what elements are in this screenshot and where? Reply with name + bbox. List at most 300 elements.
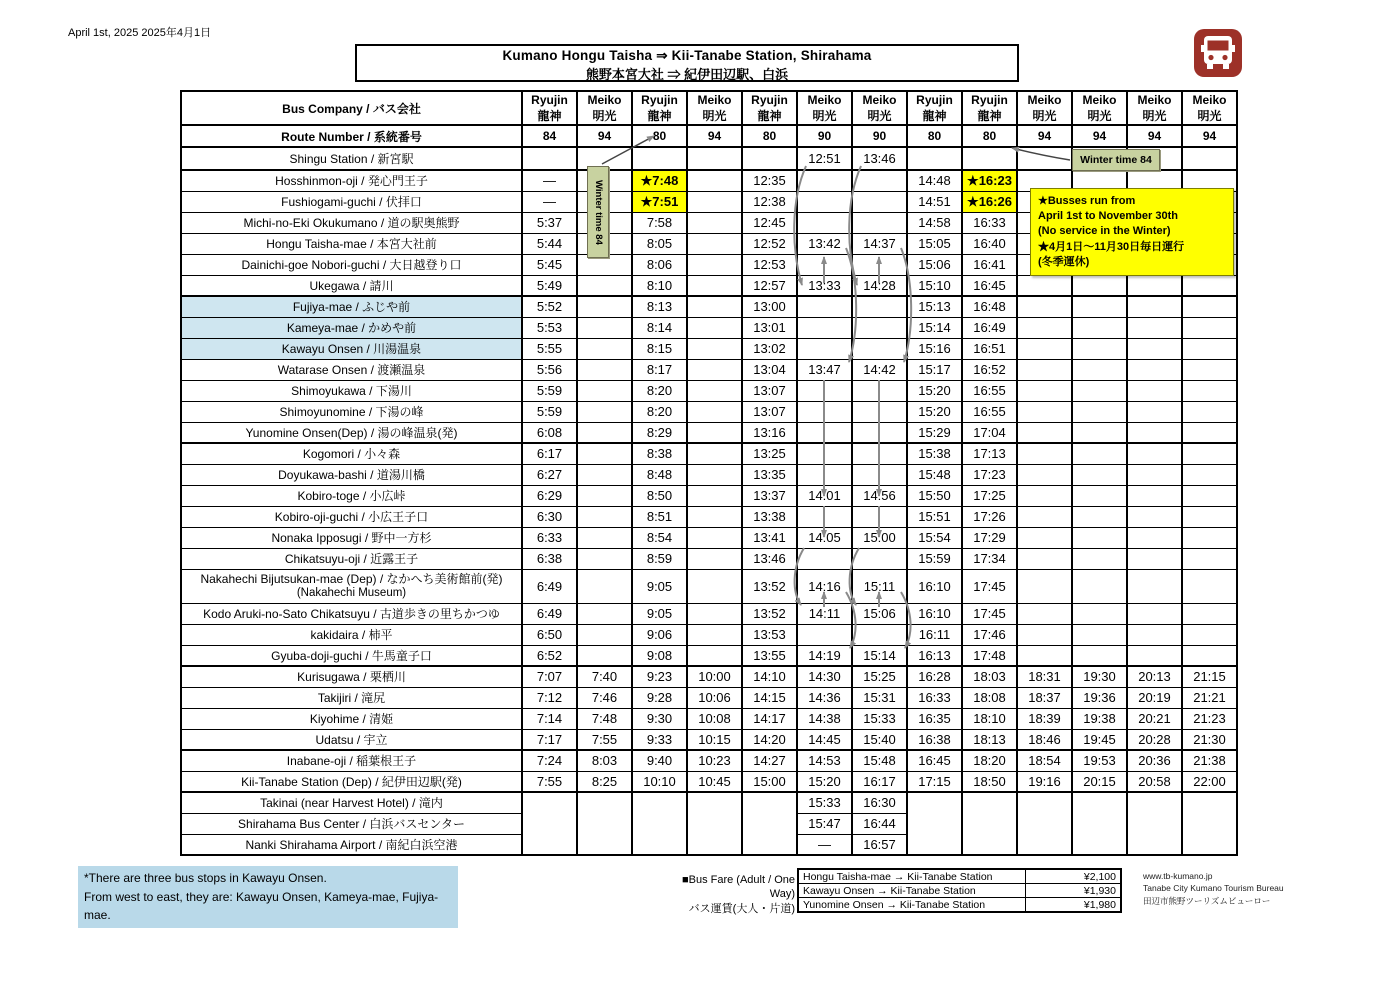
time-cell: 16:52: [962, 359, 1017, 380]
time-cell: 8:20: [632, 380, 687, 401]
time-cell: [852, 401, 907, 422]
time-cell: 10:06: [687, 687, 742, 708]
company-en: Ryujin: [641, 92, 678, 107]
time-cell: 10:10: [632, 771, 687, 792]
time-cell: [1017, 603, 1072, 624]
company-en: Meiko: [1137, 92, 1172, 107]
time-cell: [577, 603, 632, 624]
seasonal-note-line: (冬季運休): [1038, 255, 1090, 268]
time-cell: [577, 813, 632, 834]
time-cell: [1017, 380, 1072, 401]
route-number-header: Route Number / 系統番号: [181, 125, 522, 147]
time-cell: [687, 380, 742, 401]
time-cell: 7:55: [522, 771, 577, 792]
time-cell: 18:39: [1017, 708, 1072, 729]
stop-row: [181, 506, 1237, 527]
time-cell: [1182, 338, 1237, 359]
time-cell: 14:36: [797, 687, 852, 708]
time-cell: 21:23: [1182, 708, 1237, 729]
time-cell: 15:20: [907, 380, 962, 401]
time-cell: 13:01: [742, 317, 797, 338]
time-cell: [577, 296, 632, 317]
time-cell: [852, 170, 907, 191]
stop-name-cell: Fujiya-mae / ふじや前: [181, 296, 522, 317]
company-en: Meiko: [862, 92, 897, 107]
time-cell: 8:13: [632, 296, 687, 317]
time-cell: 14:27: [742, 750, 797, 771]
company-cell: [1182, 91, 1237, 125]
time-cell: 14:45: [797, 729, 852, 750]
time-cell: [577, 380, 632, 401]
time-cell: 15:54: [907, 527, 962, 548]
time-cell: 10:23: [687, 750, 742, 771]
time-cell: 20:28: [1127, 729, 1182, 750]
time-cell: 16:45: [907, 750, 962, 771]
stop-name-secondary: (Nakahechi Museum): [296, 586, 407, 599]
time-cell: 12:51: [797, 147, 852, 170]
time-cell: 14:58: [907, 212, 962, 233]
time-cell: [1072, 464, 1127, 485]
time-cell: [1127, 464, 1182, 485]
time-cell: 17:46: [962, 624, 1017, 645]
time-cell: [1182, 317, 1237, 338]
time-cell: [1182, 401, 1237, 422]
stop-row: [181, 687, 1237, 708]
company-cell: [577, 91, 632, 125]
time-cell: 13:52: [742, 569, 797, 603]
time-cell: [577, 569, 632, 603]
stop-row: [181, 338, 1237, 359]
time-cell: 6:30: [522, 506, 577, 527]
time-cell: 9:30: [632, 708, 687, 729]
time-cell: [632, 834, 687, 855]
seasonal-service-note: [1030, 188, 1234, 276]
time-cell: 14:11: [797, 603, 852, 624]
fare-row: [798, 869, 1121, 884]
page-title-en: Kumano Hongu Taisha ⇒ Kii-Tanabe Station, Shirahama: [502, 48, 872, 63]
time-cell: 8:10: [632, 275, 687, 296]
time-cell: 15:20: [907, 401, 962, 422]
company-en: Meiko: [587, 92, 622, 107]
time-cell: [852, 296, 907, 317]
time-cell: 15:47: [797, 813, 852, 834]
route-number-cell: 94: [1017, 125, 1072, 147]
time-cell: 20:13: [1127, 666, 1182, 687]
company-header-row: [181, 91, 1237, 125]
time-cell: 16:17: [852, 771, 907, 792]
time-cell: [577, 443, 632, 464]
stop-name-cell: Nonaka Ipposugi / 野中一方杉: [181, 527, 522, 548]
company-jp: 明光: [702, 108, 727, 123]
time-cell: 13:33: [797, 275, 852, 296]
company-en: Ryujin: [751, 92, 788, 107]
time-cell: 8:59: [632, 548, 687, 569]
time-cell: 13:07: [742, 401, 797, 422]
company-jp: 龍神: [537, 108, 562, 123]
seasonal-note-line: ★4月1日～11月30日毎日運行: [1038, 240, 1185, 253]
time-cell: [852, 422, 907, 443]
time-cell: 17:23: [962, 464, 1017, 485]
time-cell: ★7:48: [632, 170, 687, 191]
time-cell: 6:50: [522, 624, 577, 645]
time-cell: 19:30: [1072, 666, 1127, 687]
stop-row: [181, 275, 1237, 296]
company-en: Ryujin: [916, 92, 953, 107]
time-cell: 14:51: [907, 191, 962, 212]
route-number-cell: 80: [962, 125, 1017, 147]
time-cell: [577, 422, 632, 443]
company-jp: 明光: [812, 108, 837, 123]
time-cell: [522, 147, 577, 170]
time-cell: 15:25: [852, 666, 907, 687]
time-cell: [687, 233, 742, 254]
time-cell: 16:38: [907, 729, 962, 750]
time-cell: 9:33: [632, 729, 687, 750]
time-cell: 19:36: [1072, 687, 1127, 708]
time-cell: 13:41: [742, 527, 797, 548]
time-cell: [1182, 422, 1237, 443]
time-cell: [852, 212, 907, 233]
time-cell: 17:29: [962, 527, 1017, 548]
company-jp: 龍神: [922, 108, 947, 123]
company-cell: [907, 91, 962, 125]
route-number-row: [181, 125, 1237, 147]
stop-name-cell: Chikatsuyu-oji / 近露王子: [181, 548, 522, 569]
time-cell: 6:49: [522, 603, 577, 624]
time-cell: [687, 212, 742, 233]
time-cell: 20:15: [1072, 771, 1127, 792]
time-cell: 13:38: [742, 506, 797, 527]
stop-name-cell: Yunomine Onsen(Dep) / 湯の峰温泉(発): [181, 422, 522, 443]
time-cell: 13:04: [742, 359, 797, 380]
stop-row: [181, 750, 1237, 771]
time-cell: [687, 275, 742, 296]
time-cell: 13:52: [742, 603, 797, 624]
fare-price: ¥1,980: [1026, 898, 1122, 913]
time-cell: [797, 380, 852, 401]
bus-fare-label: [655, 873, 795, 916]
time-cell: [962, 834, 1017, 855]
stop-row: [181, 666, 1237, 687]
stop-name-cell: Kii-Tanabe Station (Dep) / 紀伊田辺駅(発): [181, 771, 522, 792]
time-cell: 16:10: [907, 569, 962, 603]
time-cell: 7:07: [522, 666, 577, 687]
time-cell: [687, 401, 742, 422]
time-cell: [632, 813, 687, 834]
time-cell: [1182, 624, 1237, 645]
time-cell: [852, 317, 907, 338]
time-cell: 5:53: [522, 317, 577, 338]
stop-row: [181, 645, 1237, 666]
time-cell: [1072, 296, 1127, 317]
time-cell: [687, 359, 742, 380]
stop-row: [181, 485, 1237, 506]
time-cell: [852, 443, 907, 464]
time-cell: 17:25: [962, 485, 1017, 506]
stop-row: [181, 422, 1237, 443]
company-jp: 明光: [867, 108, 892, 123]
time-cell: 15:00: [852, 527, 907, 548]
time-cell: [852, 338, 907, 359]
time-cell: 8:25: [577, 771, 632, 792]
time-cell: 17:48: [962, 645, 1017, 666]
time-cell: 17:04: [962, 422, 1017, 443]
time-cell: [1127, 792, 1182, 813]
time-cell: [1182, 548, 1237, 569]
time-cell: 8:20: [632, 401, 687, 422]
stop-name-cell: Gyuba-doji-guchi / 牛馬童子口: [181, 645, 522, 666]
time-cell: 12:52: [742, 233, 797, 254]
time-cell: [1182, 443, 1237, 464]
time-cell: [577, 338, 632, 359]
time-cell: 15:14: [907, 317, 962, 338]
time-cell: 16:40: [962, 233, 1017, 254]
time-cell: [687, 485, 742, 506]
time-cell: 14:16: [797, 569, 852, 603]
time-cell: 13:47: [797, 359, 852, 380]
time-cell: [687, 191, 742, 212]
company-jp: 龍神: [647, 108, 672, 123]
fare-route: Yunomine Onsen → Kii-Tanabe Station: [798, 898, 1026, 913]
time-cell: 22:00: [1182, 771, 1237, 792]
kawayu-onsen-note: [78, 866, 458, 928]
time-cell: [687, 422, 742, 443]
time-cell: 6:17: [522, 443, 577, 464]
stop-name-cell: Kawayu Onsen / 川湯温泉: [181, 338, 522, 359]
seasonal-note-line: April 1st to November 30th: [1038, 210, 1178, 223]
time-cell: 19:38: [1072, 708, 1127, 729]
stop-name-cell: Watarase Onsen / 渡瀬温泉: [181, 359, 522, 380]
time-cell: [1017, 317, 1072, 338]
time-cell: [687, 147, 742, 170]
time-cell: 18:20: [962, 750, 1017, 771]
time-cell: 7:55: [577, 729, 632, 750]
time-cell: [1017, 147, 1072, 170]
time-cell: [522, 792, 577, 813]
time-cell: [1017, 464, 1072, 485]
stop-name-cell: Udatsu / 宇立: [181, 729, 522, 750]
fare-route: Kawayu Onsen → Kii-Tanabe Station: [798, 884, 1026, 898]
time-cell: 6:33: [522, 527, 577, 548]
time-cell: 20:36: [1127, 750, 1182, 771]
time-cell: 8:54: [632, 527, 687, 548]
time-cell: [797, 443, 852, 464]
time-cell: —: [522, 191, 577, 212]
time-cell: [687, 296, 742, 317]
company-en: Meiko: [807, 92, 842, 107]
time-cell: [1127, 401, 1182, 422]
winter-time-84-vertical-label: Winter time 84: [587, 166, 609, 258]
time-cell: [1072, 834, 1127, 855]
time-cell: 5:59: [522, 401, 577, 422]
time-cell: [1182, 813, 1237, 834]
company-cell: [1017, 91, 1072, 125]
time-cell: [522, 813, 577, 834]
time-cell: [1182, 506, 1237, 527]
company-cell: [742, 91, 797, 125]
time-cell: [852, 380, 907, 401]
time-cell: [1182, 275, 1237, 296]
time-cell: [577, 464, 632, 485]
time-cell: 12:45: [742, 212, 797, 233]
time-cell: [577, 645, 632, 666]
company-cell: [1072, 91, 1127, 125]
time-cell: 7:58: [632, 212, 687, 233]
time-cell: [1017, 527, 1072, 548]
time-cell: 9:28: [632, 687, 687, 708]
time-cell: 17:34: [962, 548, 1017, 569]
time-cell: 10:08: [687, 708, 742, 729]
time-cell: 15:05: [907, 233, 962, 254]
stop-row: [181, 527, 1237, 548]
time-cell: 5:52: [522, 296, 577, 317]
time-cell: 20:58: [1127, 771, 1182, 792]
time-cell: [1127, 338, 1182, 359]
time-cell: [1072, 485, 1127, 506]
time-cell: [907, 834, 962, 855]
time-cell: 15:33: [852, 708, 907, 729]
time-cell: 15:16: [907, 338, 962, 359]
time-cell: [1127, 603, 1182, 624]
time-cell: 19:45: [1072, 729, 1127, 750]
time-cell: 21:38: [1182, 750, 1237, 771]
time-cell: [1017, 422, 1072, 443]
time-cell: 8:03: [577, 750, 632, 771]
stop-row: [181, 401, 1237, 422]
time-cell: ★16:23: [962, 170, 1017, 191]
time-cell: [797, 317, 852, 338]
bus-fare-label-en: ■Bus Fare (Adult / One Way): [681, 874, 795, 901]
time-cell: [852, 191, 907, 212]
time-cell: [687, 645, 742, 666]
time-cell: 16:55: [962, 380, 1017, 401]
time-cell: 14:15: [742, 687, 797, 708]
time-cell: [1072, 359, 1127, 380]
time-cell: —: [522, 170, 577, 191]
time-cell: [1017, 401, 1072, 422]
time-cell: [1072, 380, 1127, 401]
time-cell: 13:46: [742, 548, 797, 569]
time-cell: [1072, 443, 1127, 464]
route-number-cell: 94: [687, 125, 742, 147]
time-cell: [1072, 792, 1127, 813]
time-cell: [1017, 645, 1072, 666]
time-cell: [742, 834, 797, 855]
time-cell: [797, 464, 852, 485]
time-cell: [1182, 645, 1237, 666]
time-cell: [1017, 485, 1072, 506]
stop-name-cell: Hongu Taisha-mae / 本宮大社前: [181, 233, 522, 254]
time-cell: [1182, 603, 1237, 624]
time-cell: [1127, 569, 1182, 603]
route-number-cell: 80: [907, 125, 962, 147]
time-cell: [1017, 275, 1072, 296]
time-cell: [1017, 548, 1072, 569]
time-cell: [852, 464, 907, 485]
time-cell: [797, 254, 852, 275]
time-cell: 14:10: [742, 666, 797, 687]
time-cell: [687, 170, 742, 191]
time-cell: 20:19: [1127, 687, 1182, 708]
time-cell: 10:00: [687, 666, 742, 687]
time-cell: 5:59: [522, 380, 577, 401]
company-jp: 明光: [1197, 108, 1222, 123]
time-cell: 6:27: [522, 464, 577, 485]
time-cell: 15:10: [907, 275, 962, 296]
time-cell: [1017, 624, 1072, 645]
time-cell: 14:48: [907, 170, 962, 191]
page-title-jp: 熊野本宮大社 ⇒ 紀伊田辺駅、白浜: [585, 67, 789, 82]
time-cell: 9:06: [632, 624, 687, 645]
time-cell: [797, 170, 852, 191]
time-cell: 7:17: [522, 729, 577, 750]
time-cell: 14:17: [742, 708, 797, 729]
time-cell: [1072, 527, 1127, 548]
time-cell: 18:37: [1017, 687, 1072, 708]
route-number-cell: 94: [1182, 125, 1237, 147]
stop-row: [181, 792, 1237, 813]
time-cell: [577, 359, 632, 380]
time-cell: 6:08: [522, 422, 577, 443]
time-cell: [1127, 443, 1182, 464]
company-jp: 龍神: [977, 108, 1002, 123]
time-cell: 21:15: [1182, 666, 1237, 687]
time-cell: [962, 147, 1017, 170]
date-label: April 1st, 2025 2025年4月1日: [68, 27, 212, 39]
time-cell: 20:21: [1127, 708, 1182, 729]
company-jp: 明光: [1142, 108, 1167, 123]
stop-row: [181, 603, 1237, 624]
time-cell: [1127, 380, 1182, 401]
time-cell: [1017, 506, 1072, 527]
bus-icon: [1194, 29, 1242, 82]
time-cell: [907, 813, 962, 834]
time-cell: 7:12: [522, 687, 577, 708]
time-cell: [852, 254, 907, 275]
time-cell: 8:38: [632, 443, 687, 464]
page-title: [355, 44, 1019, 82]
time-cell: 14:05: [797, 527, 852, 548]
time-cell: [687, 443, 742, 464]
time-cell: 19:53: [1072, 750, 1127, 771]
company-en: Meiko: [697, 92, 732, 107]
time-cell: [1127, 813, 1182, 834]
time-cell: [852, 624, 907, 645]
time-cell: 9:05: [632, 569, 687, 603]
time-cell: [577, 485, 632, 506]
stop-name-cell: Nakahechi Bijutsukan-mae (Dep) / なかへち美術館前(発) (Nakahechi Museum): [181, 569, 522, 603]
stop-row: [181, 834, 1237, 855]
time-cell: 15:11: [852, 569, 907, 603]
company-jp: 明光: [1032, 108, 1057, 123]
stop-name-cell: Kodo Aruki-no-Sato Chikatsuyu / 古道歩きの里ちかつゆ: [181, 603, 522, 624]
time-cell: 16:57: [852, 834, 907, 855]
time-cell: 7:48: [577, 708, 632, 729]
time-cell: [1017, 338, 1072, 359]
stop-name-cell: Kurisugawa / 栗栖川: [181, 666, 522, 687]
company-cell: [1127, 91, 1182, 125]
time-cell: [687, 813, 742, 834]
time-cell: [687, 792, 742, 813]
company-en: Meiko: [1027, 92, 1062, 107]
time-cell: 6:49: [522, 569, 577, 603]
time-cell: 18:03: [962, 666, 1017, 687]
time-cell: [687, 624, 742, 645]
company-jp: 龍神: [757, 108, 782, 123]
time-cell: 15:48: [852, 750, 907, 771]
kawayu-note-line: From west to east, they are: Kawayu Onsen, Kameya-mae, Fujiya-mae.: [84, 889, 439, 923]
time-cell: 17:45: [962, 569, 1017, 603]
